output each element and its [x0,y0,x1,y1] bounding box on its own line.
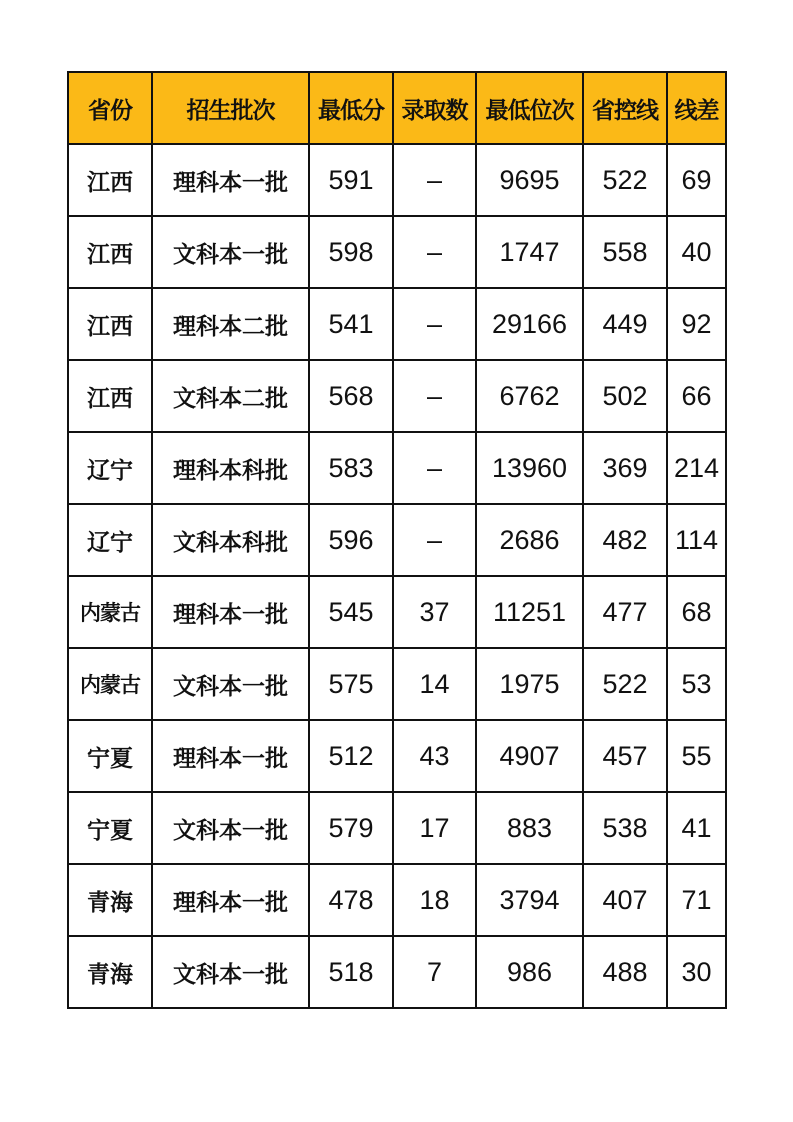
batch-cell: 理科本一批 [152,144,309,216]
admission-scores-table [67,71,727,1009]
batch-cell: 文科本科批 [152,504,309,576]
admitted-cell: – [393,288,476,360]
control-line-cell: 522 [583,648,667,720]
diff-cell: 92 [667,288,726,360]
batch-cell: 文科本一批 [152,648,309,720]
admitted-cell: 37 [393,576,476,648]
admitted-cell: 17 [393,792,476,864]
control-line-cell: 477 [583,576,667,648]
control-line-cell: 502 [583,360,667,432]
diff-cell: 114 [667,504,726,576]
min-rank-cell: 3794 [476,864,583,936]
control-line-cell: 558 [583,216,667,288]
table-row [68,216,726,288]
diff-cell: 66 [667,360,726,432]
header-province: 省份 [68,72,152,144]
admitted-cell: – [393,144,476,216]
diff-cell: 40 [667,216,726,288]
province-cell: 江西 [68,216,152,288]
min-score-cell: 545 [309,576,393,648]
table-row [68,144,726,216]
header-diff: 线差 [667,72,726,144]
batch-cell: 理科本一批 [152,864,309,936]
province-cell: 内蒙古 [68,576,152,648]
diff-cell: 69 [667,144,726,216]
min-score-cell: 518 [309,936,393,1008]
control-line-cell: 457 [583,720,667,792]
control-line-cell: 522 [583,144,667,216]
batch-cell: 理科本科批 [152,432,309,504]
batch-cell: 文科本二批 [152,360,309,432]
min-rank-cell: 883 [476,792,583,864]
diff-cell: 41 [667,792,726,864]
diff-cell: 30 [667,936,726,1008]
province-cell: 江西 [68,360,152,432]
header-admitted: 录取数 [393,72,476,144]
control-line-cell: 407 [583,864,667,936]
min-score-cell: 583 [309,432,393,504]
min-score-cell: 575 [309,648,393,720]
min-rank-cell: 29166 [476,288,583,360]
batch-cell: 文科本一批 [152,216,309,288]
min-rank-cell: 2686 [476,504,583,576]
admitted-cell: – [393,432,476,504]
table-row [68,288,726,360]
batch-cell: 文科本一批 [152,792,309,864]
header-control-line: 省控线 [583,72,667,144]
table-row [68,792,726,864]
control-line-cell: 449 [583,288,667,360]
table-row [68,936,726,1008]
header-min-score: 最低分 [309,72,393,144]
province-cell: 宁夏 [68,720,152,792]
province-cell: 青海 [68,936,152,1008]
control-line-cell: 538 [583,792,667,864]
min-score-cell: 512 [309,720,393,792]
admitted-cell: 14 [393,648,476,720]
diff-cell: 214 [667,432,726,504]
batch-cell: 理科本一批 [152,720,309,792]
min-score-cell: 579 [309,792,393,864]
batch-cell: 文科本一批 [152,936,309,1008]
admitted-cell: 18 [393,864,476,936]
table-row [68,504,726,576]
min-score-cell: 596 [309,504,393,576]
min-rank-cell: 11251 [476,576,583,648]
table-row [68,648,726,720]
min-rank-cell: 4907 [476,720,583,792]
min-rank-cell: 6762 [476,360,583,432]
min-rank-cell: 13960 [476,432,583,504]
min-score-cell: 478 [309,864,393,936]
min-rank-cell: 9695 [476,144,583,216]
table-row [68,360,726,432]
table-row [68,432,726,504]
min-score-cell: 591 [309,144,393,216]
table-row [68,864,726,936]
min-rank-cell: 1975 [476,648,583,720]
batch-cell: 理科本一批 [152,576,309,648]
min-rank-cell: 1747 [476,216,583,288]
min-score-cell: 568 [309,360,393,432]
diff-cell: 68 [667,576,726,648]
admitted-cell: – [393,216,476,288]
diff-cell: 53 [667,648,726,720]
admitted-cell: 43 [393,720,476,792]
province-cell: 江西 [68,288,152,360]
province-cell: 辽宁 [68,432,152,504]
diff-cell: 71 [667,864,726,936]
province-cell: 江西 [68,144,152,216]
table-row [68,576,726,648]
header-min-rank: 最低位次 [476,72,583,144]
province-cell: 辽宁 [68,504,152,576]
min-score-cell: 541 [309,288,393,360]
province-cell: 青海 [68,864,152,936]
admitted-cell: 7 [393,936,476,1008]
control-line-cell: 488 [583,936,667,1008]
control-line-cell: 482 [583,504,667,576]
table-row [68,720,726,792]
admitted-cell: – [393,360,476,432]
province-cell: 内蒙古 [68,648,152,720]
admitted-cell: – [393,504,476,576]
min-rank-cell: 986 [476,936,583,1008]
min-score-cell: 598 [309,216,393,288]
control-line-cell: 369 [583,432,667,504]
batch-cell: 理科本二批 [152,288,309,360]
diff-cell: 55 [667,720,726,792]
header-row [68,72,726,144]
header-batch: 招生批次 [152,72,309,144]
province-cell: 宁夏 [68,792,152,864]
